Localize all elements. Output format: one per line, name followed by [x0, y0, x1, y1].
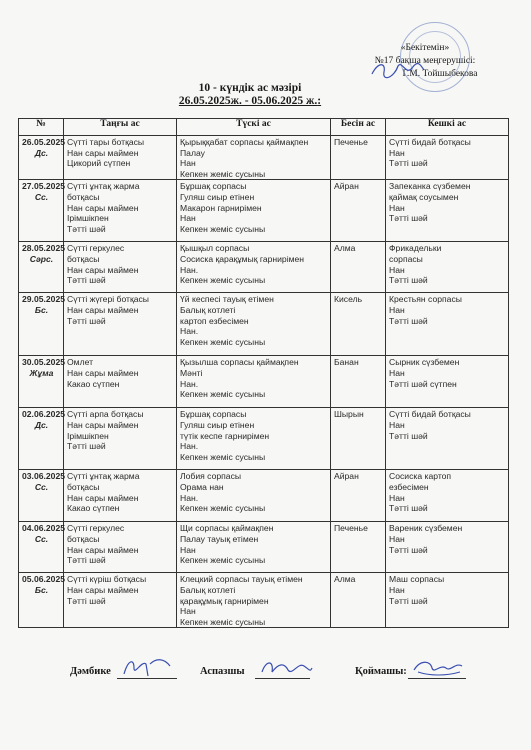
- lunch-item: Сосиска қарақұмық гарнирімен: [180, 253, 305, 264]
- weekday-text: Сс.: [34, 191, 49, 202]
- date-text: 30.05.2025: [22, 357, 66, 368]
- snack-cell: [331, 180, 386, 242]
- date-cell: [19, 180, 64, 242]
- dinner-item: сорпасы: [389, 253, 423, 264]
- header-snack: Бесін ас: [331, 119, 386, 136]
- snack-cell: [331, 470, 386, 522]
- lunch-item: Нан.: [180, 326, 199, 337]
- lunch-item: Нан.: [180, 441, 199, 452]
- lunch-cell: [177, 180, 331, 242]
- cook-signature: [120, 654, 175, 680]
- snack-item: Алма: [334, 574, 356, 585]
- dinner-item: Сүтті бидай ботқасы: [389, 409, 471, 420]
- lunch-item: Кепкен жеміс сусыны: [180, 389, 266, 400]
- storekeeper-label: Қоймашы:: [355, 666, 407, 677]
- date-cell: [19, 408, 64, 470]
- lunch-item: Палау тауық етімен: [180, 533, 259, 544]
- lunch-item: Кепкен жеміс сусыны: [180, 168, 266, 179]
- lunch-item: қарақұмық гарнирімен: [180, 595, 269, 606]
- lunch-item: түтік кеспе гарнирімен: [180, 430, 270, 441]
- lunch-cell: [177, 242, 331, 293]
- lunch-item: Балық котлеті: [180, 304, 236, 315]
- breakfast-item: ботқасы: [67, 533, 100, 544]
- breakfast-item: Сүтті тары ботқасы: [67, 137, 145, 147]
- lunch-item: Нан.: [180, 378, 199, 389]
- date-cell: [19, 356, 64, 408]
- snack-item: Шырын: [334, 409, 364, 420]
- dinner-item: Нан: [389, 584, 405, 595]
- lunch-cell: [177, 408, 331, 470]
- director-signature: [368, 58, 428, 82]
- lunch-item: Кепкен жеміс сусыны: [180, 336, 266, 347]
- breakfast-cell: [64, 136, 177, 180]
- approval-name: Г.М. Тойшыбекова: [402, 69, 478, 79]
- table-row: [19, 356, 509, 408]
- breakfast-item: Нан сары маймен: [67, 419, 139, 430]
- breakfast-cell: [64, 408, 177, 470]
- dinner-item: Тәтті шәй: [389, 213, 428, 224]
- breakfast-item: Сүтті арпа ботқасы: [67, 409, 144, 420]
- breakfast-item: Нан сары маймен: [67, 584, 139, 595]
- dinner-item: Нан: [389, 367, 405, 378]
- lunch-item: Нан: [180, 606, 196, 617]
- table-row: [19, 470, 509, 522]
- breakfast-item: Тәтті шәй: [67, 315, 106, 326]
- dinner-item: Сырник сүзбемен: [389, 357, 460, 368]
- breakfast-item: Тәтті шәй: [67, 555, 106, 566]
- breakfast-cell: [64, 470, 177, 522]
- dinner-item: Сосиска картоп: [389, 471, 452, 482]
- date-cell: [19, 470, 64, 522]
- dinner-item: Тәтті шәй: [389, 544, 428, 555]
- dinner-cell: [386, 136, 509, 180]
- breakfast-cell: [64, 573, 177, 628]
- snack-cell: [331, 356, 386, 408]
- lunch-item: Балық котлеті: [180, 584, 236, 595]
- approval-position: №17 бақша меңгерушісі:: [374, 56, 476, 66]
- breakfast-item: Ірімшікпен: [67, 213, 109, 224]
- lunch-item: Үй кеспесі тауық етімен: [180, 294, 274, 305]
- dinner-cell: [386, 180, 509, 242]
- lunch-cell: [177, 522, 331, 573]
- table-row: [19, 573, 509, 628]
- breakfast-cell: [64, 293, 177, 356]
- header-breakfast: Таңғы ас: [64, 119, 177, 136]
- lunch-item: картоп езбесімен: [180, 315, 249, 326]
- lunch-cell: [177, 136, 331, 180]
- breakfast-item: Нан сары маймен: [67, 147, 139, 158]
- weekday-text: Жұма: [29, 367, 54, 378]
- date-cell: [19, 522, 64, 573]
- dinner-item: езбесімен: [389, 481, 429, 492]
- snack-cell: [331, 136, 386, 180]
- dinner-item: Тәтті шәй: [389, 315, 428, 326]
- breakfast-cell: [64, 180, 177, 242]
- date-text: 03.06.2025: [22, 471, 66, 482]
- weekday-text: Сәрс.: [29, 253, 54, 264]
- menu-period: 26.05.2025ж. - 05.06.2025 ж.:: [178, 95, 322, 107]
- weekday-text: Сс.: [34, 481, 49, 492]
- lunch-cell: [177, 573, 331, 628]
- lunch-item: Кепкен жеміс сусыны: [180, 616, 266, 627]
- lunch-item: Лобия сорпасы: [180, 471, 242, 482]
- breakfast-item: Сүтті ұнтақ жарма: [67, 471, 140, 482]
- table-row: [19, 408, 509, 470]
- weekday-text: Бс.: [34, 584, 49, 595]
- menu-title-line1: 10 - күндік ас мәзірі: [198, 82, 302, 94]
- breakfast-item: Тәтті шәй: [67, 275, 106, 286]
- lunch-item: Бұршақ сорпасы: [180, 409, 247, 420]
- breakfast-cell: [64, 356, 177, 408]
- dinner-cell: [386, 242, 509, 293]
- breakfast-item: Нан сары маймен: [67, 264, 139, 275]
- dinner-item: Тәтті шәй: [389, 275, 428, 286]
- snack-item: Айран: [334, 471, 359, 482]
- lunch-item: Орама нан: [180, 481, 224, 492]
- breakfast-item: Тәтті шәй: [67, 223, 106, 234]
- cook-label: Дәмбике: [70, 666, 111, 677]
- lunch-item: Кепкен жеміс сусыны: [180, 503, 266, 514]
- dinner-item: Сүтті бидай ботқасы: [389, 137, 471, 147]
- weekday-text: Бс.: [34, 304, 49, 315]
- date-text: 29.05.2025: [22, 294, 66, 305]
- snack-item: Айран: [334, 181, 359, 192]
- weekday-text: Дс.: [34, 147, 49, 158]
- dinner-item: Нан: [389, 147, 405, 158]
- snack-item: Кисель: [334, 294, 363, 305]
- dinner-item: қаймақ соусымен: [389, 191, 459, 202]
- lunch-item: Қышқыл сорпасы: [180, 243, 250, 254]
- breakfast-item: Какао сүтпен: [67, 503, 120, 514]
- dinner-item: Нан: [389, 202, 405, 213]
- lunch-item: Кепкен жеміс сусыны: [180, 451, 266, 462]
- assistant-signature: [258, 656, 313, 680]
- breakfast-item: Какао сүтпен: [67, 378, 120, 389]
- lunch-item: Нан.: [180, 492, 199, 503]
- dinner-cell: [386, 573, 509, 628]
- breakfast-item: Сүтті ұнтақ жарма: [67, 181, 140, 192]
- dinner-item: Тәтті шәй: [389, 595, 428, 606]
- breakfast-item: Нан сары маймен: [67, 202, 139, 213]
- snack-cell: [331, 293, 386, 356]
- header-number: №: [19, 119, 64, 136]
- breakfast-item: ботқасы: [67, 253, 100, 264]
- breakfast-item: Нан сары маймен: [67, 304, 139, 315]
- snack-cell: [331, 522, 386, 573]
- dinner-item: Маш сорпасы: [389, 574, 445, 585]
- header-dinner: Кешкі ас: [386, 119, 509, 136]
- breakfast-cell: [64, 522, 177, 573]
- dinner-item: Запеканка сүзбемен: [389, 181, 471, 192]
- breakfast-item: Сүтті геркулес: [67, 243, 125, 254]
- lunch-item: Кепкен жеміс сусыны: [180, 223, 266, 234]
- dinner-item: Нан: [389, 492, 405, 503]
- breakfast-item: Нан сары маймен: [67, 367, 139, 378]
- lunch-item: Нан.: [180, 264, 199, 275]
- dinner-item: Крестьян сорпасы: [389, 294, 462, 305]
- lunch-item: Гуляш сиыр етінен: [180, 419, 255, 430]
- table-row: [19, 242, 509, 293]
- dinner-item: Нан: [389, 264, 405, 275]
- snack-cell: [331, 242, 386, 293]
- lunch-cell: [177, 293, 331, 356]
- breakfast-item: Нан сары маймен: [67, 492, 139, 503]
- lunch-item: Нан: [180, 544, 196, 555]
- storekeeper-signature: [410, 656, 465, 680]
- snack-item: Печенье: [334, 523, 368, 534]
- dinner-cell: [386, 356, 509, 408]
- date-cell: [19, 573, 64, 628]
- snack-item: Алма: [334, 243, 356, 254]
- breakfast-item: Сүтті жүгері ботқасы: [67, 294, 149, 305]
- breakfast-item: Сүтті күріш ботқасы: [67, 574, 147, 585]
- breakfast-item: ботқасы: [67, 481, 100, 492]
- lunch-cell: [177, 356, 331, 408]
- dinner-cell: [386, 522, 509, 573]
- lunch-item: Кепкен жеміс сусыны: [180, 555, 266, 566]
- lunch-item: Бұршақ сорпасы: [180, 181, 247, 192]
- breakfast-item: Омлет: [67, 357, 94, 368]
- dinner-item: Вареник сүзбемен: [389, 523, 463, 534]
- dinner-item: Тәтті шәй сүтпен: [389, 378, 457, 389]
- breakfast-item: Тәтті шәй: [67, 441, 106, 452]
- snack-cell: [331, 573, 386, 628]
- date-text: 05.06.2025: [22, 574, 66, 585]
- date-cell: [19, 136, 64, 180]
- lunch-item: Қырыққабат сорпасы қаймақпен: [180, 137, 309, 147]
- lunch-item: Нан: [180, 158, 196, 169]
- menu-table: [18, 118, 509, 628]
- lunch-item: Гуляш сиыр етінен: [180, 191, 255, 202]
- dinner-item: Фрикадельки: [389, 243, 442, 254]
- breakfast-item: ботқасы: [67, 191, 100, 202]
- breakfast-item: Тәтті шәй: [67, 595, 106, 606]
- date-text: 28.05.2025: [22, 243, 66, 254]
- dinner-item: Нан: [389, 304, 405, 315]
- dinner-item: Тәтті шәй: [389, 158, 428, 169]
- breakfast-item: Сүтті геркулес: [67, 523, 125, 534]
- snack-item: Печенье: [334, 137, 368, 147]
- lunch-item: Мәнті: [180, 367, 203, 378]
- date-text: 02.06.2025: [22, 409, 66, 420]
- table-row: [19, 180, 509, 242]
- breakfast-item: Нан сары маймен: [67, 544, 139, 555]
- lunch-item: Клецкий сорпасы тауық етімен: [180, 574, 303, 585]
- date-cell: [19, 242, 64, 293]
- snack-item: Банан: [334, 357, 359, 368]
- menu-title: [120, 82, 380, 108]
- dinner-cell: [386, 293, 509, 356]
- breakfast-item: Цикорий сүтпен: [67, 158, 131, 169]
- lunch-item: Нан: [180, 213, 196, 224]
- dinner-item: Тәтті шәй: [389, 430, 428, 441]
- table-row: [19, 522, 509, 573]
- breakfast-cell: [64, 242, 177, 293]
- table-row: [19, 293, 509, 356]
- header-lunch: Түскі ас: [177, 119, 331, 136]
- snack-cell: [331, 408, 386, 470]
- date-text: 26.05.2025: [22, 137, 66, 147]
- weekday-text: Сс.: [34, 533, 49, 544]
- lunch-cell: [177, 470, 331, 522]
- lunch-item: Палау: [180, 147, 205, 158]
- dinner-item: Тәтті шәй: [389, 503, 428, 514]
- table-header-row: [19, 119, 509, 136]
- weekday-text: Дс.: [34, 419, 49, 430]
- lunch-item: Кепкен жеміс сусыны: [180, 275, 266, 286]
- table-row: [19, 136, 509, 180]
- dinner-item: Нан: [389, 533, 405, 544]
- date-cell: [19, 293, 64, 356]
- date-text: 04.06.2025: [22, 523, 66, 534]
- lunch-item: Макарон гарнирімен: [180, 202, 262, 213]
- assistant-label: Аспазшы: [200, 666, 245, 677]
- dinner-cell: [386, 408, 509, 470]
- dinner-item: Нан: [389, 419, 405, 430]
- date-text: 27.05.2025: [22, 181, 66, 192]
- approval-heading: «Бекітемін»: [400, 43, 450, 53]
- lunch-item: Қызылша сорпасы қаймақпен: [180, 357, 299, 368]
- dinner-cell: [386, 470, 509, 522]
- menu-period-text: 26.05.2025ж. - 05.06.2025 ж.: [178, 95, 318, 107]
- lunch-item: Щи сорпасы қаймақпен: [180, 523, 274, 534]
- breakfast-item: Ірімшікпен: [67, 430, 109, 441]
